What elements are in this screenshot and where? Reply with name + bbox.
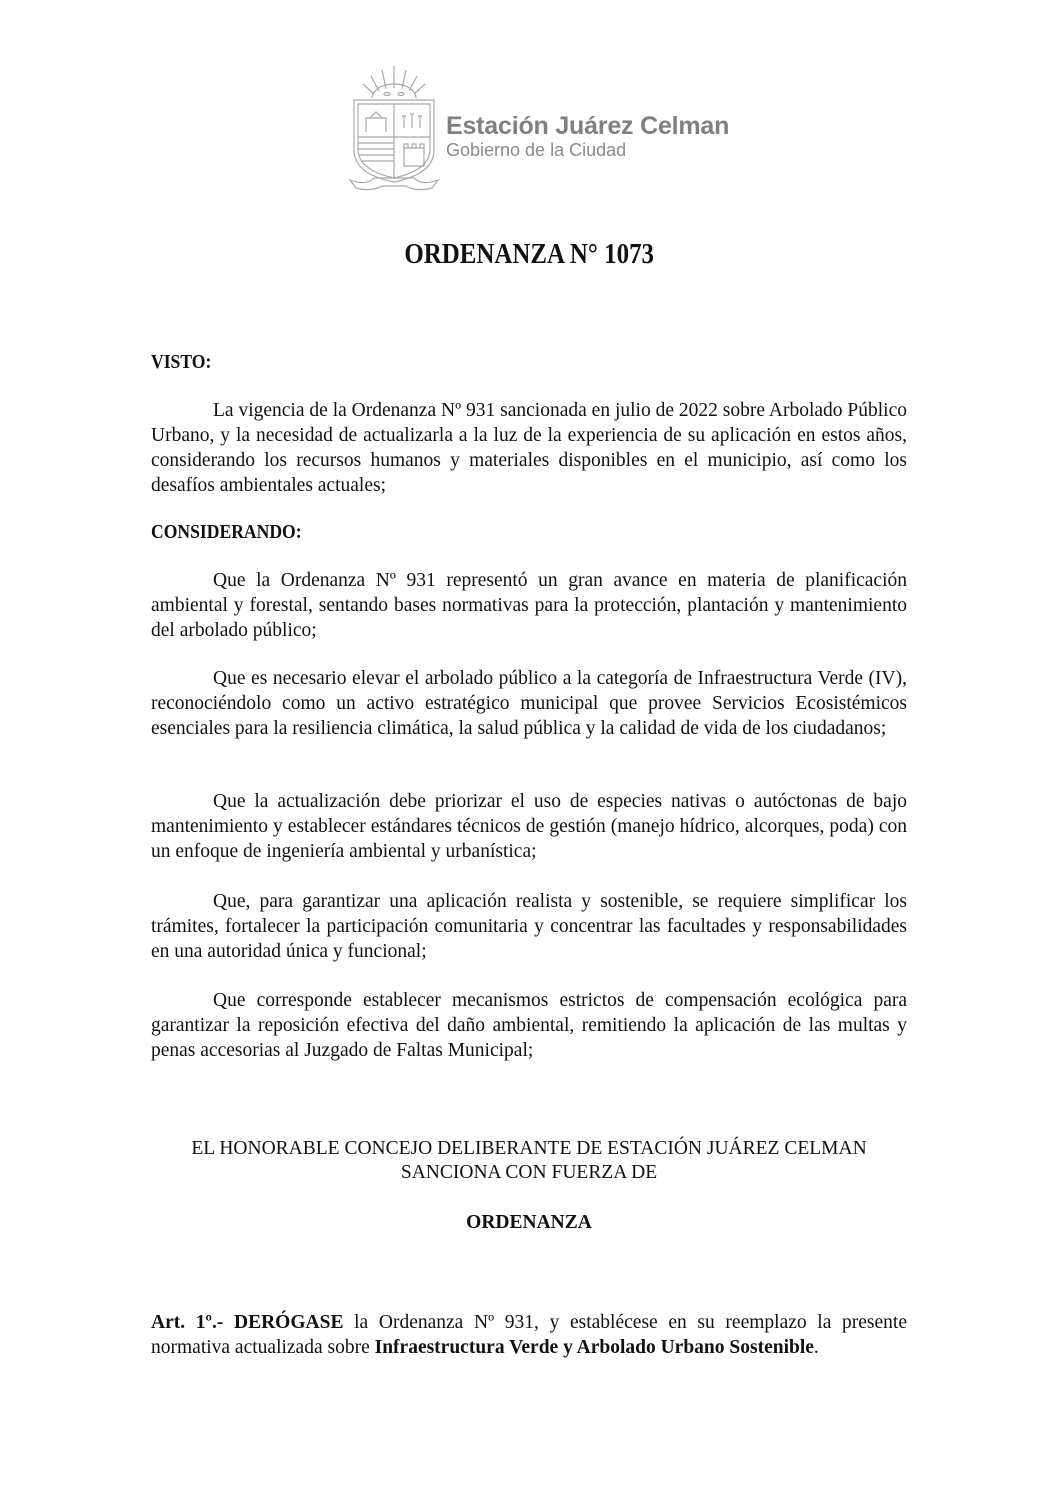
document-title: ORDENANZA N° 1073 <box>404 238 654 270</box>
sanction-line-2: SANCIONA CON FUERZA DE <box>400 1162 658 1183</box>
coat-of-arms-icon <box>346 62 442 192</box>
municipal-logo <box>346 62 730 192</box>
considerando-paragraph: Que es necesario elevar el arbolado público a la categoría de Infraestructura Verde (IV), reconociéndolo como un activo estratégico municipal que provee Servicios Ecosistémicos esenciales para la resiliencia climática, la salud pública y la calidad de vida de los ciudadanos; <box>151 668 907 739</box>
considerando-heading: CONSIDERANDO: <box>151 521 302 543</box>
article-1-verb: DERÓGASE <box>234 1312 344 1333</box>
article-1-label: Art. 1º.- <box>151 1312 224 1333</box>
considerando-paragraph: Que corresponde establecer mecanismos estrictos de compensación ecológica para garantizar la reposición efectiva del daño ambiental, remitiendo la aplicación de las multas y penas accesorias al Juzgado de Faltas Municipal; <box>151 990 907 1061</box>
logo-title: Estación Juárez Celman <box>446 112 730 140</box>
visto-paragraph: La vigencia de la Ordenanza Nº 931 sancionada en julio de 2022 sobre Arbolado Público Urbano, y la necesidad de actualizarla a la luz de la experiencia de su aplicación en estos años, considerando los recursos humanos y materiales disponibles en el municipio, así como los desafíos ambientales actuales; <box>151 400 907 496</box>
article-1 <box>151 1310 907 1360</box>
article-1-text: la Ordenanza Nº 931, y establécese en su reemplazo la presente normativa actualizada sobre <box>151 1312 908 1358</box>
article-1-end: . <box>813 1337 819 1358</box>
visto-heading: VISTO: <box>151 351 212 373</box>
considerando-paragraph: Que la Ordenanza Nº 931 representó un gran avance en materia de planificación ambiental y forestal, sentando bases normativas para la protección, plantación y mantenimiento del arbolado público; <box>151 570 907 641</box>
considerando-paragraph: Que, para garantizar una aplicación realista y sostenible, se requiere simplificar los trámites, fortalecer la participación comunitaria y concentrar las facultades y responsabilidades en una autoridad única y funcional; <box>151 891 907 962</box>
considerando-paragraph: Que la actualización debe priorizar el uso de especies nativas o autóctonas de bajo mantenimiento y establecer estándares técnicos de gestión (manejo hídrico, alcorques, poda) con un enfoque de ingeniería ambiental y urbanística; <box>151 791 907 862</box>
sanction-line-1: EL HONORABLE CONCEJO DELIBERANTE DE ESTACIÓN JUÁREZ CELMAN <box>191 1138 867 1159</box>
logo-subtitle: Gobierno de la Ciudad <box>446 140 627 160</box>
ordenanza-heading: ORDENANZA <box>466 1212 592 1233</box>
article-1-subject: Infraestructura Verde y Arbolado Urbano Sostenible <box>374 1337 814 1358</box>
